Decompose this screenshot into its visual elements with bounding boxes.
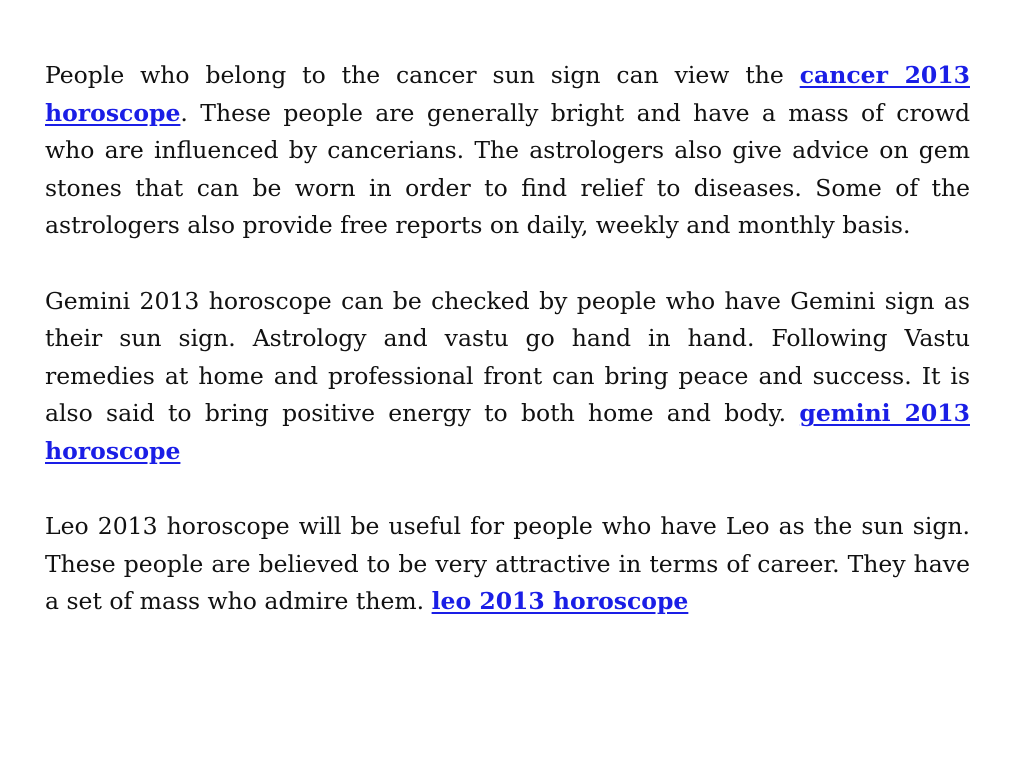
paragraph-gemini [45,283,970,471]
paragraph-text: . These people are generally bright and have a mass of crowd who are influenced by cancerians. The astrologers also give advice on gem stones that can be worn in order to find relief to diseases. Some of the astrologers also provide free reports on daily, weekly and monthly basis. [45,98,970,240]
paragraph-cancer [45,57,970,245]
leo-horoscope-link[interactable]: leo 2013 horoscope [431,587,689,616]
gemini-horoscope-link[interactable]: gemini 2013 horoscope [45,399,970,465]
paragraph-text: Leo 2013 horoscope will be useful for people who have Leo as the sun sign. These people are believed to be very attractive in terms of career. They have a set of mass who admire them. [45,512,970,616]
cancer-horoscope-link[interactable]: cancer 2013 horoscope [45,61,970,127]
document-body [45,57,970,621]
paragraph-leo [45,508,970,621]
paragraph-text: People who belong to the cancer sun sign can view the [45,61,800,89]
paragraph-text: Gemini 2013 horoscope can be checked by people who have Gemini sign as their sun sign. Astrology and vastu go hand in hand. Following Vastu remedies at home and professional front can bring peace and success. It is also said to bring positive energy to both home and body. [45,286,970,428]
